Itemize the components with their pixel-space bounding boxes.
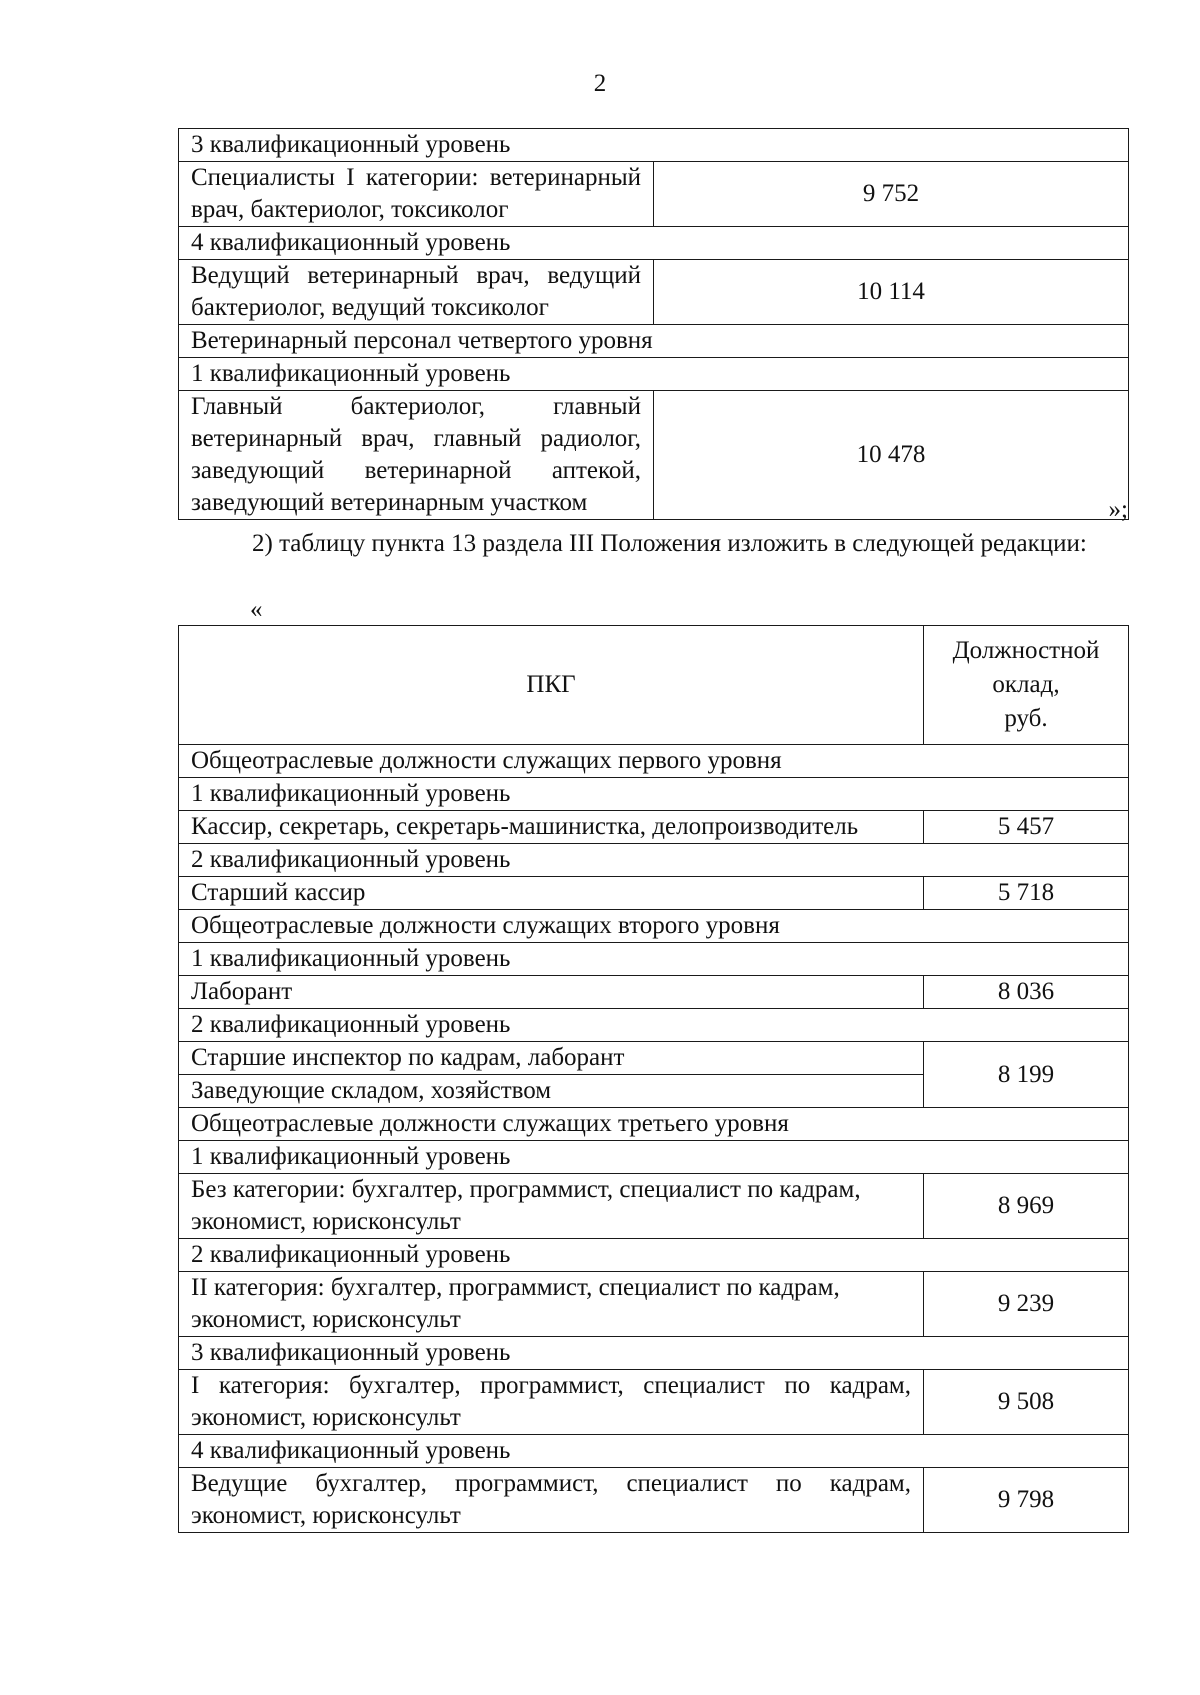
group-row — [179, 778, 1129, 811]
group-row — [179, 325, 1129, 358]
salary-value: 8 036 — [924, 976, 1129, 1009]
salary-value: 8 199 — [924, 1042, 1129, 1108]
position-name: Главный бактериолог, главный ветеринарный врач, главный радиолог, заведующий ветеринарной аптекой, заведующий ветеринарным участком — [179, 391, 654, 520]
salary-value: 5 718 — [924, 877, 1129, 910]
header-salary-line: Должностной — [952, 637, 1100, 664]
group-label: 2 квалификационный уровень — [179, 844, 1129, 877]
salary-table-part-1 — [178, 128, 1129, 520]
group-row — [179, 227, 1129, 260]
group-label: Общеотраслевые должности служащих третьего уровня — [179, 1108, 1129, 1141]
group-label: 1 квалификационный уровень — [179, 1141, 1129, 1174]
position-row — [179, 1042, 1129, 1075]
position-row — [179, 1174, 1129, 1239]
header-salary — [924, 626, 1129, 745]
group-label: 2 квалификационный уровень — [179, 1239, 1129, 1272]
group-row — [179, 943, 1129, 976]
position-row — [179, 811, 1129, 844]
group-row — [179, 1337, 1129, 1370]
group-label: 1 квалификационный уровень — [179, 358, 1129, 391]
header-salary-line: руб. — [1004, 705, 1048, 732]
position-name: Ведущие бухгалтер, программист, специалист по кадрам, экономист, юрисконсульт — [179, 1468, 924, 1533]
position-name: Лаборант — [179, 976, 924, 1009]
salary-value: 8 969 — [924, 1174, 1129, 1239]
group-row — [179, 1108, 1129, 1141]
group-row — [179, 844, 1129, 877]
position-row — [179, 260, 1129, 325]
position-name: Без категории: бухгалтер, программист, специалист по кадрам, экономист, юрисконсульт — [179, 1174, 924, 1239]
closing-quote: »; — [1108, 496, 1128, 523]
position-name: Заведующие складом, хозяйством — [179, 1075, 924, 1108]
table2-header — [179, 626, 1129, 745]
position-row — [179, 976, 1129, 1009]
position-row — [179, 1468, 1129, 1533]
position-name: Ведущий ветеринарный врач, ведущий бактериолог, ведущий токсиколог — [179, 260, 654, 325]
group-row — [179, 910, 1129, 943]
header-pkg: ПКГ — [179, 626, 924, 745]
group-label: 3 квалификационный уровень — [179, 1337, 1129, 1370]
group-label: 1 квалификационный уровень — [179, 778, 1129, 811]
opening-quote: « — [250, 596, 263, 623]
group-row — [179, 1141, 1129, 1174]
group-label: 2 квалификационный уровень — [179, 1009, 1129, 1042]
group-row — [179, 1435, 1129, 1468]
position-row — [179, 877, 1129, 910]
group-row — [179, 1009, 1129, 1042]
amendment-paragraph: 2) таблицу пункта 13 раздела III Положения изложить в следующей редакции: — [252, 530, 1087, 557]
header-salary-line: оклад, — [992, 671, 1060, 698]
salary-value: 9 239 — [924, 1272, 1129, 1337]
salary-table-part-2 — [178, 625, 1129, 1533]
group-row — [179, 129, 1129, 162]
salary-value: 10 478 — [654, 391, 1129, 520]
position-row — [179, 1370, 1129, 1435]
position-name: Кассир, секретарь, секретарь-машинистка, делопроизводитель — [179, 811, 924, 844]
position-name: Старшие инспектор по кадрам, лаборант — [179, 1042, 924, 1075]
position-row — [179, 391, 1129, 520]
salary-value: 9 508 — [924, 1370, 1129, 1435]
position-row — [179, 162, 1129, 227]
group-label: Общеотраслевые должности служащих второго уровня — [179, 910, 1129, 943]
table-header-row — [179, 626, 1129, 745]
position-name: Специалисты I категории: ветеринарный врач, бактериолог, токсиколог — [179, 162, 654, 227]
group-label: 3 квалификационный уровень — [179, 129, 1129, 162]
position-row — [179, 1272, 1129, 1337]
group-label: Ветеринарный персонал четвертого уровня — [179, 325, 1129, 358]
group-label: 4 квалификационный уровень — [179, 227, 1129, 260]
group-row — [179, 1239, 1129, 1272]
salary-value: 9 798 — [924, 1468, 1129, 1533]
group-label: 4 квалификационный уровень — [179, 1435, 1129, 1468]
table1-body — [179, 129, 1129, 520]
position-name: Старший кассир — [179, 877, 924, 910]
position-name: I категория: бухгалтер, программист, специалист по кадрам, экономист, юрисконсульт — [179, 1370, 924, 1435]
group-row — [179, 745, 1129, 778]
group-label: 1 квалификационный уровень — [179, 943, 1129, 976]
page-number: 2 — [593, 70, 607, 97]
group-label: Общеотраслевые должности служащих первого уровня — [179, 745, 1129, 778]
table2-body — [179, 745, 1129, 1533]
position-name: II категория: бухгалтер, программист, специалист по кадрам, экономист, юрисконсульт — [179, 1272, 924, 1337]
salary-value: 5 457 — [924, 811, 1129, 844]
salary-value: 9 752 — [654, 162, 1129, 227]
group-row — [179, 358, 1129, 391]
salary-value: 10 114 — [654, 260, 1129, 325]
